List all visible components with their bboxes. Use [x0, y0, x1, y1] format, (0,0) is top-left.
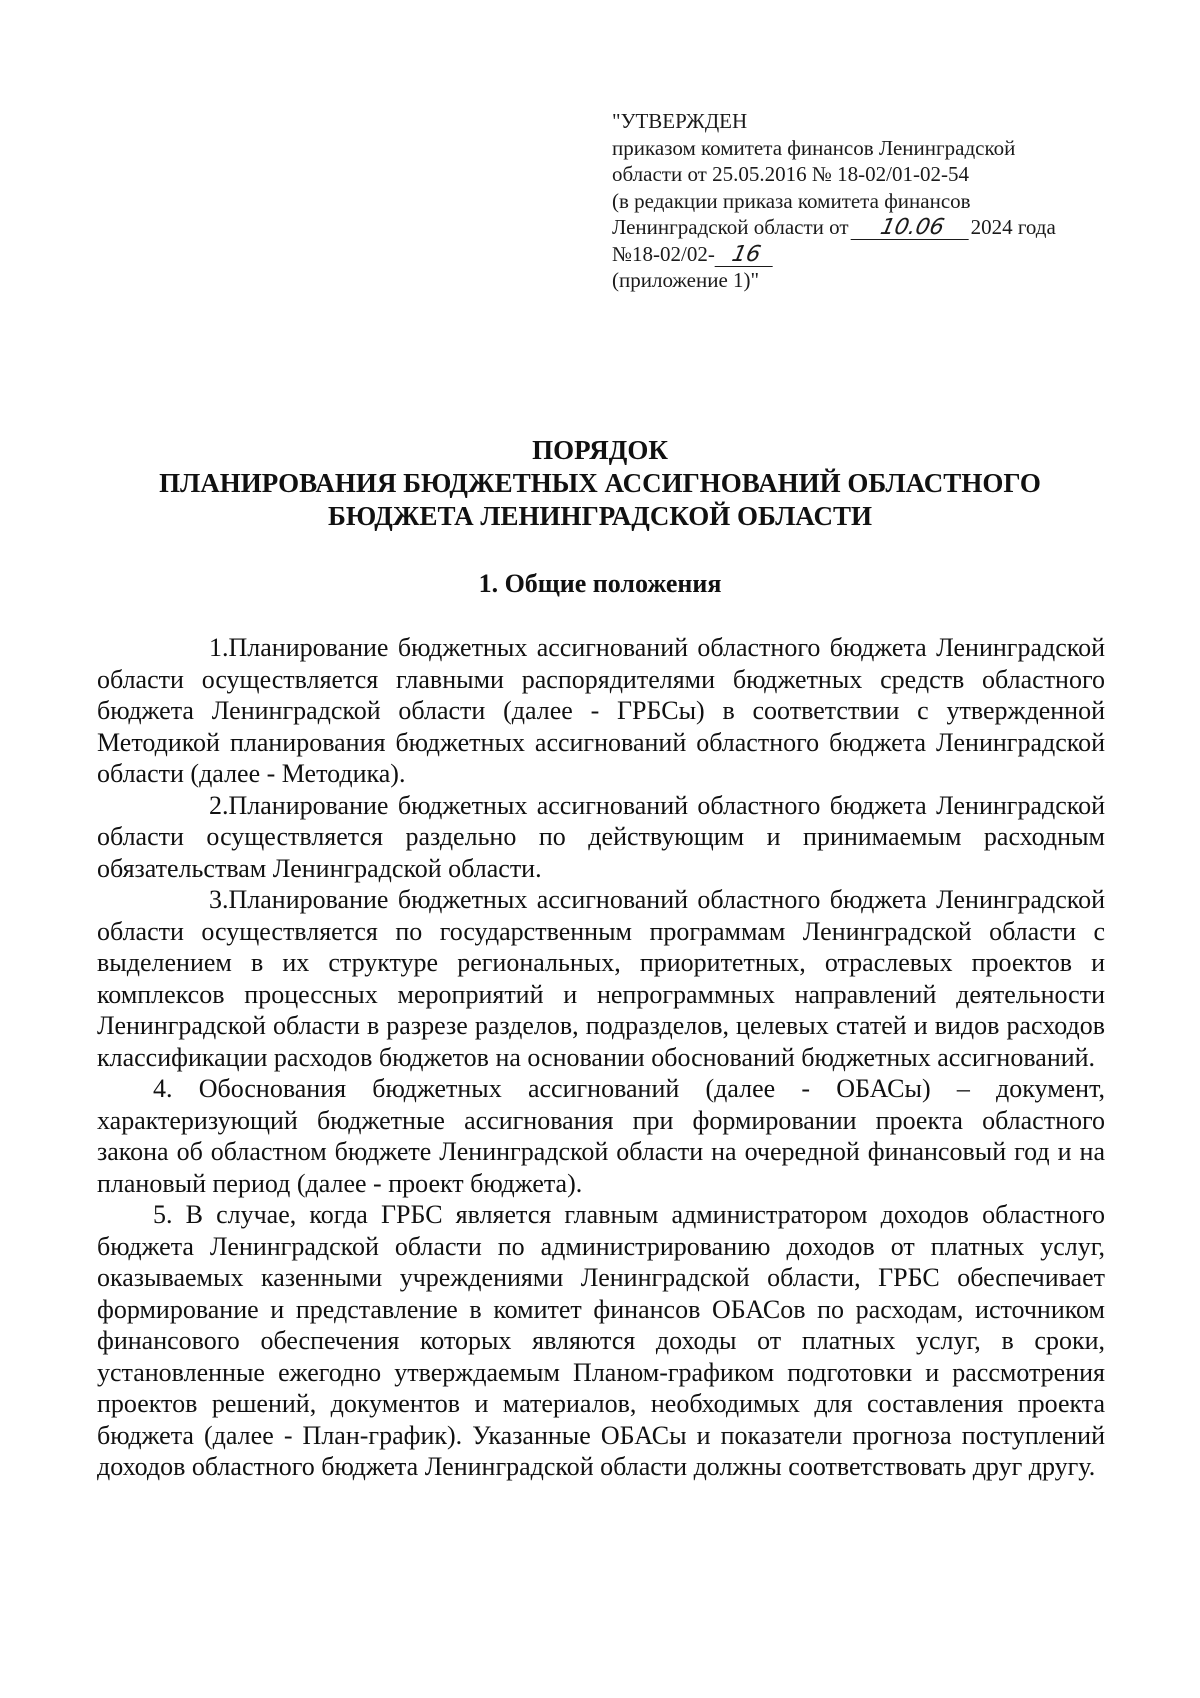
title-line-3: БЮДЖЕТА ЛЕНИНГРАДСКОЙ ОБЛАСТИ [328, 501, 872, 531]
approval-line-5-prefix: Ленинградской области от [612, 215, 849, 239]
approval-line-5 [612, 214, 1056, 241]
paragraph [97, 632, 1105, 790]
paragraph [97, 1199, 1105, 1483]
approval-line-2: приказом комитета финансов Ленинградской [612, 135, 1016, 160]
paragraph-number: 2. [209, 790, 229, 820]
paragraph [97, 1073, 1105, 1199]
approval-line-5-suffix: 2024 года [970, 215, 1056, 239]
handwritten-number: 16 [714, 244, 777, 267]
approval-line-1: "УТВЕРЖДЕН [612, 109, 748, 133]
paragraph-text: Планирование бюджетных ассигнований областного бюджета Ленинградской области осуществляется главными распорядителями бюджетных средств областного бюджета Ленинградской области (далее - ГРБСы) в соответствии с утвержденной Методикой планирования бюджетных ассигнований областного бюджета Ленинградской области (далее - Методика). [97, 633, 1105, 788]
document-title [0, 434, 1200, 533]
section-heading: 1. Общие положения [478, 569, 722, 598]
document-body [97, 632, 1105, 1483]
paragraph-number: 4. [153, 1074, 173, 1103]
paragraph-number: 1. [209, 633, 229, 662]
approval-line-7: (приложение 1)" [612, 268, 760, 292]
approval-line-6 [612, 241, 1056, 268]
approval-line-6-prefix: №18-02/02- [612, 241, 715, 266]
paragraph-text: Обоснования бюджетных ассигнований (далее - ОБАСы) – документ, характеризующий бюджетные ассигнования при формировании проекта областного закона об областном бюджете Ленинградской области на очередной финансовый год и на плановый период (далее - проект бюджета). [97, 1074, 1106, 1198]
paragraph [97, 884, 1105, 1073]
handwritten-date: 10.06 [850, 217, 973, 240]
title-line-1: ПОРЯДОК [532, 435, 668, 465]
paragraph-text: Планирование бюджетных ассигнований областного бюджета Ленинградской области осуществляется по государственным программам Ленинградской области с выделением в их структуре региональных, приоритетных, отраслевых проектов и комплексов процессных мероприятий и непрограммных направлений деятельности Ленинградской области в разрезе разделов, подразделов, целевых статей и видов расходов классификации расходов бюджетов на основании обоснований бюджетных ассигнований. [97, 885, 1105, 1072]
approval-line-3: области от 25.05.2016 № 18-02/01-02-54 [612, 162, 969, 186]
paragraph-text: В случае, когда ГРБС является главным администратором доходов областного бюджета Ленинградской области по администрированию доходов от платных услуг, оказываемых казенными учреждениями Ленинградской области, ГРБС обеспечивает формирование и представление в комитет финансов ОБАСов по расходам, источником финансового обеспечения которых являются доходы от платных услуг, в сроки, установленные ежегодно утверждаемым Планом-графиком подготовки и рассмотрения проектов решений, документов и материалов, необходимых для составления проекта бюджета (далее - План-график). Указанные ОБАСы и показатели прогноза поступлений доходов областного бюджета Ленинградской области должны соответствовать друг другу. [97, 1200, 1105, 1481]
paragraph [97, 790, 1105, 885]
approval-stamp-block [612, 108, 1056, 294]
paragraph-number: 3. [209, 885, 229, 914]
title-line-2: ПЛАНИРОВАНИЯ БЮДЖЕТНЫХ АССИГНОВАНИЙ ОБЛАСТНОГО [159, 468, 1041, 498]
paragraph-text: Планирование бюджетных ассигнований областного бюджета Ленинградской области осуществляется раздельно по действующим и принимаемым расходным обязательствам Ленинградской области. [97, 790, 1105, 883]
paragraph-number: 5. [153, 1200, 173, 1229]
approval-line-4: (в редакции приказа комитета финансов [612, 188, 971, 213]
